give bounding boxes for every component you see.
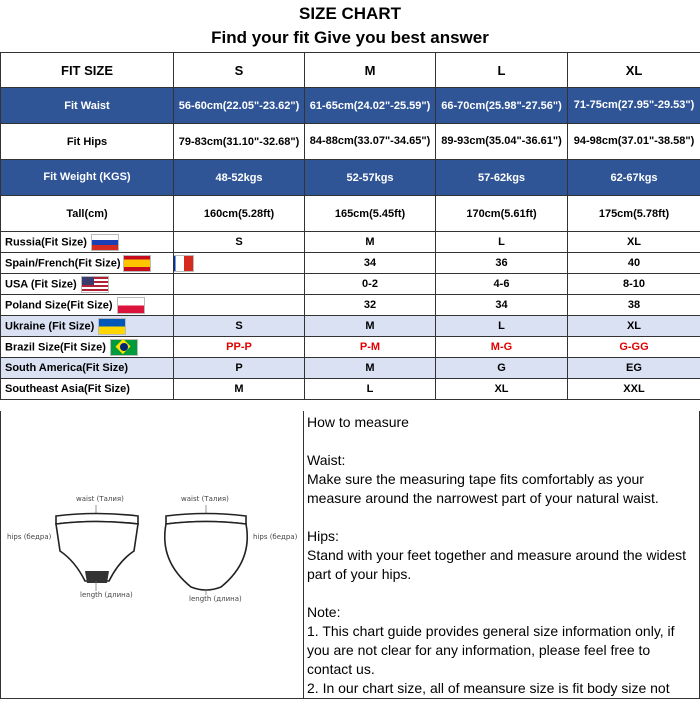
cell: 62-67kgs bbox=[568, 160, 700, 196]
note-title: Note: bbox=[307, 603, 699, 622]
panties-diagram-icon bbox=[1, 411, 303, 699]
length-label-right: length (длина) bbox=[189, 595, 242, 603]
waist-text: Make sure the measuring tape fits comfortably as your measure around the narrowest part of your natural waist. bbox=[307, 470, 699, 508]
cell: 160cm(5.28ft) bbox=[174, 196, 305, 232]
region-label: Spain/French(Fit Size) bbox=[1, 253, 174, 274]
chart-subtitle: Find your fit Give you best answer bbox=[0, 26, 700, 50]
cell: 52-57kgs bbox=[305, 160, 436, 196]
header-size: S bbox=[174, 53, 305, 88]
region-label: South America(Fit Size) bbox=[1, 358, 174, 379]
row-russia bbox=[1, 232, 700, 253]
waist-label-left: waist (Талия) bbox=[76, 495, 124, 503]
row-label: Tall(cm) bbox=[1, 196, 174, 232]
cell: 84-88cm(33.07"-34.65") bbox=[305, 124, 436, 160]
cell: 170cm(5.61ft) bbox=[436, 196, 568, 232]
region-label: Ukraine (Fit Size) bbox=[1, 316, 174, 337]
cell: 56-60cm(22.05"-23.62") bbox=[174, 88, 305, 124]
how-to-measure-panel bbox=[304, 411, 700, 699]
row-south-america bbox=[1, 358, 700, 379]
row-spain-french bbox=[1, 253, 700, 274]
cell bbox=[174, 274, 305, 295]
hips-label-left: hips (бедра) bbox=[7, 533, 52, 541]
cell: S bbox=[174, 232, 305, 253]
row-label: Fit Weight (KGS) bbox=[1, 160, 174, 196]
cell: 34 bbox=[436, 295, 568, 316]
cell: 36 bbox=[436, 253, 568, 274]
region-label: USA (Fit Size) bbox=[1, 274, 174, 295]
size-chart-table bbox=[0, 52, 700, 400]
header-row bbox=[1, 53, 700, 88]
cell: 57-62kgs bbox=[436, 160, 568, 196]
cell: XL bbox=[568, 316, 700, 337]
cell: 94-98cm(37.01"-38.58") bbox=[568, 124, 700, 160]
russia-flag-icon bbox=[91, 234, 119, 251]
note-1: 1. This chart guide provides general size information only, if you are not clear for any information, please feel free to contact us. bbox=[307, 622, 699, 679]
length-label-left: length (длина) bbox=[80, 591, 133, 599]
header-size: XL bbox=[568, 53, 700, 88]
region-label: Russia(Fit Size) bbox=[1, 232, 174, 253]
brazil-flag-icon bbox=[110, 339, 138, 356]
hips-text: Stand with your feet together and measure around the widest part of your hips. bbox=[307, 546, 699, 584]
cell: 32 bbox=[305, 295, 436, 316]
header-size: M bbox=[305, 53, 436, 88]
header-fit-size: FIT SIZE bbox=[1, 53, 174, 88]
cell: L bbox=[305, 379, 436, 400]
row-label: Fit Hips bbox=[1, 124, 174, 160]
cell: 175cm(5.78ft) bbox=[568, 196, 700, 232]
note-2: 2. In our chart size, all of meansure size is fit body size not bbox=[307, 679, 699, 698]
cell: P bbox=[174, 358, 305, 379]
row-poland bbox=[1, 295, 700, 316]
row-usa bbox=[1, 274, 700, 295]
cell: 48-52kgs bbox=[174, 160, 305, 196]
region-label: Southeast Asia(Fit Size) bbox=[1, 379, 174, 400]
row-southeast-asia bbox=[1, 379, 700, 400]
cell: L bbox=[436, 232, 568, 253]
row-label: Fit Waist bbox=[1, 88, 174, 124]
row-brazil bbox=[1, 337, 700, 358]
cell: 34 bbox=[305, 253, 436, 274]
cell: 89-93cm(35.04"-36.61") bbox=[436, 124, 568, 160]
cell: 4-6 bbox=[436, 274, 568, 295]
row-ukraine bbox=[1, 316, 700, 337]
cell: S bbox=[174, 316, 305, 337]
header-size: L bbox=[436, 53, 568, 88]
row-fit-weight bbox=[1, 160, 700, 196]
cell: 79-83cm(31.10"-32.68") bbox=[174, 124, 305, 160]
spain-flag-icon bbox=[123, 255, 151, 272]
hips-label-right: hips (бедра) bbox=[253, 533, 298, 541]
measure-diagram bbox=[0, 411, 304, 699]
measure-heading: How to measure bbox=[307, 413, 699, 432]
waist-title: Waist: bbox=[307, 451, 699, 470]
cell: 66-70cm(25.98"-27.56") bbox=[436, 88, 568, 124]
title-block bbox=[0, 0, 700, 52]
waist-label-right: waist (Талия) bbox=[181, 495, 229, 503]
cell bbox=[174, 295, 305, 316]
cell: 61-65cm(24.02"-25.59") bbox=[305, 88, 436, 124]
cell: 8-10 bbox=[568, 274, 700, 295]
cell: M bbox=[305, 232, 436, 253]
cell: M bbox=[305, 358, 436, 379]
chart-title: SIZE CHART bbox=[0, 0, 700, 26]
row-tall bbox=[1, 196, 700, 232]
cell: M bbox=[305, 316, 436, 337]
cell: XL bbox=[436, 379, 568, 400]
usa-flag-icon bbox=[81, 276, 109, 293]
cell: 38 bbox=[568, 295, 700, 316]
cell: M-G bbox=[436, 337, 568, 358]
cell: L bbox=[436, 316, 568, 337]
cell: G bbox=[436, 358, 568, 379]
cell: G-GG bbox=[568, 337, 700, 358]
poland-flag-icon bbox=[117, 297, 145, 314]
cell bbox=[174, 253, 305, 274]
cell: 71-75cm(27.95"-29.53") bbox=[568, 88, 700, 124]
cell: PP-P bbox=[174, 337, 305, 358]
row-fit-hips bbox=[1, 124, 700, 160]
ukraine-flag-icon bbox=[98, 318, 126, 335]
hips-title: Hips: bbox=[307, 527, 699, 546]
cell: XXL bbox=[568, 379, 700, 400]
cell: M bbox=[174, 379, 305, 400]
cell: 165cm(5.45ft) bbox=[305, 196, 436, 232]
cell: EG bbox=[568, 358, 700, 379]
cell: 0-2 bbox=[305, 274, 436, 295]
row-fit-waist bbox=[1, 88, 700, 124]
region-label: Brazil Size(Fit Size) bbox=[1, 337, 174, 358]
cell: P-M bbox=[305, 337, 436, 358]
france-flag-icon bbox=[174, 255, 195, 272]
bottom-section bbox=[0, 411, 700, 700]
region-label: Poland Size(Fit Size) bbox=[1, 295, 174, 316]
cell: XL bbox=[568, 232, 700, 253]
cell: 40 bbox=[568, 253, 700, 274]
